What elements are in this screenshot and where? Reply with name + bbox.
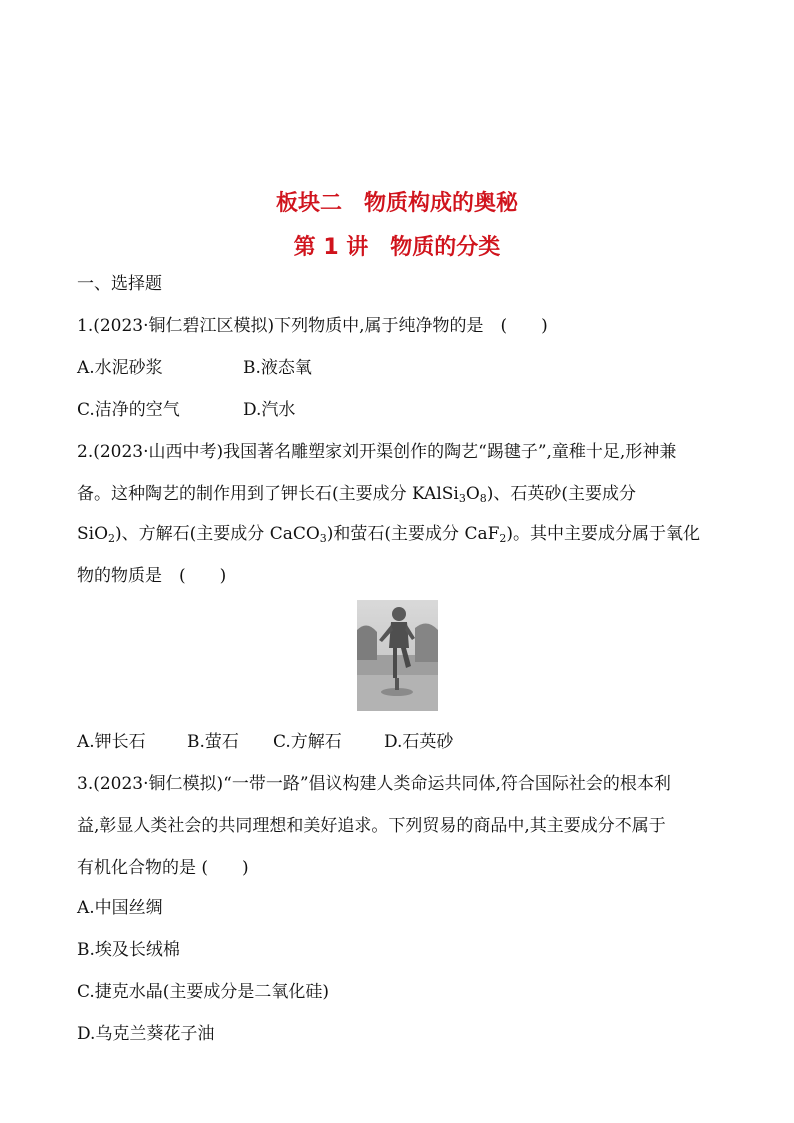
q3-option-d: D.乌克兰葵花子油: [77, 1024, 215, 1044]
q2-option-d: D.石英砂: [384, 732, 454, 752]
q1-option-d: D.汽水: [243, 400, 296, 420]
question-3-line-2: 益,彰显人类社会的共同理想和美好追求。下列贸易的商品中,其主要成分不属于: [77, 816, 666, 836]
question-3-line-3: 有机化合物的是 ( ): [77, 858, 249, 878]
q1-option-a: A.水泥砂浆: [77, 358, 163, 378]
question-2-line-2: 备。这种陶艺的制作用到了钾长石(主要成分 $KAlSi_3O_8$)、石英砂(主要成分: [77, 484, 637, 505]
lesson-title: 第 1 讲 物质的分类: [293, 235, 501, 260]
question-2-line-4: 物的物质是 ( ): [77, 566, 227, 586]
unit-title: 板块二 物质构成的奥秘: [275, 191, 518, 216]
q2-option-c: C.方解石: [273, 732, 342, 752]
q3-option-a: A.中国丝绸: [77, 898, 163, 918]
sculpture-photo: [357, 600, 438, 711]
section-heading: 一、选择题: [77, 274, 162, 294]
question-1-stem: 1.(2023·铜仁碧江区模拟)下列物质中,属于纯净物的是 ( ): [77, 316, 548, 336]
q3-option-c: C.捷克水晶(主要成分是二氧化硅): [77, 982, 330, 1002]
question-3-line-1: 3.(2023·铜仁模拟)“一带一路”倡议构建人类命运共同体,符合国际社会的根本利: [77, 774, 671, 794]
q1-option-c: C.洁净的空气: [77, 400, 180, 420]
q2-option-a: A.钾长石: [77, 732, 146, 752]
q1-option-b: B.液态氧: [243, 358, 312, 378]
q2-option-b: B.萤石: [187, 732, 239, 752]
question-2-line-3: SiO$_2$)、方解石(主要成分 CaCO$_3$)和萤石(主要成分 CaF$_2$)。其中主要成分属于氧化: [77, 524, 701, 545]
q3-option-b: B.埃及长绒棉: [77, 940, 180, 960]
question-2-line-1: 2.(2023·山西中考)我国著名雕塑家刘开渠创作的陶艺“踢毽子”,童稚十足,形神兼: [77, 442, 677, 462]
